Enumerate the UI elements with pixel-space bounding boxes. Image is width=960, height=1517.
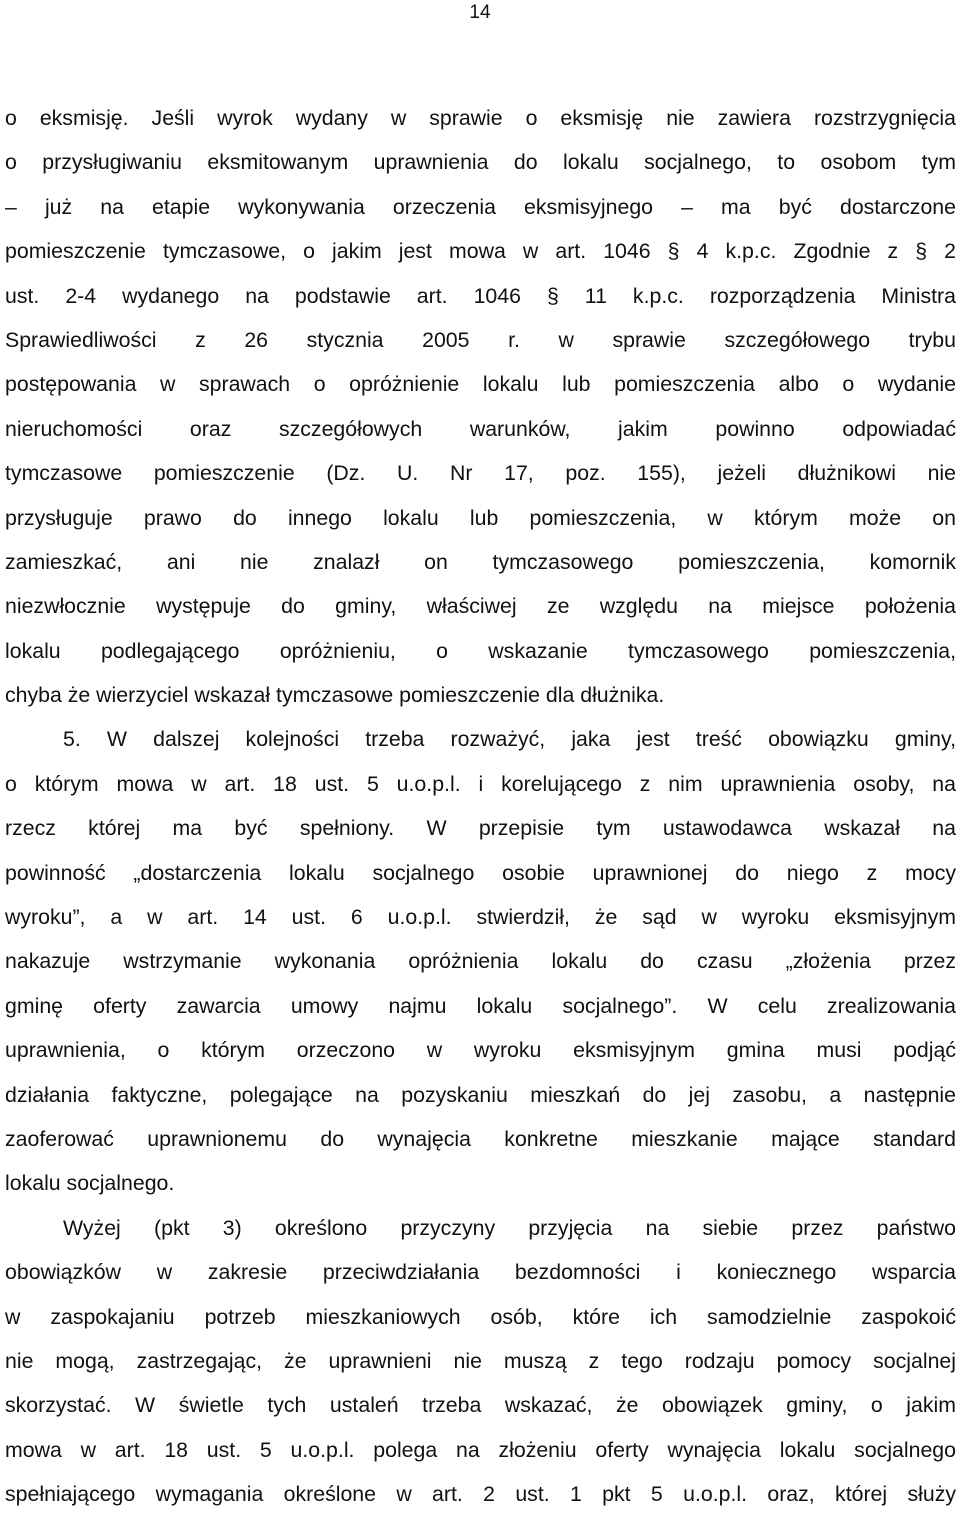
text-line: nie mogą, zastrzegając, że uprawnieni nie muszą z tego rodzaju pomocy socjalnej [5, 1348, 956, 1373]
text-line: o eksmisję. Jeśli wyrok wydany w sprawie o eksmisję nie zawiera rozstrzygnięcia [5, 106, 956, 130]
text-line: Sprawiedliwości z 26 stycznia 2005 r. w sprawie szczegółowego trybu [5, 327, 956, 352]
text-line: przysługuje prawo do innego lokalu lub pomieszczenia, w którym może on [5, 505, 956, 530]
text-line: w zaspokajaniu potrzeb mieszkaniowych osób, które ich samodzielnie zaspokoić [5, 1304, 956, 1329]
text-line: pomieszczenie tymczasowe, o jakim jest mowa w art. 1046 § 4 k.p.c. Zgodnie z § 2 [5, 239, 956, 264]
text-line: Wyżej (pkt 3) określono przyczyny przyjęcia na siebie przez państwo [63, 1215, 956, 1240]
text-line: zaoferować uprawnionemu do wynajęcia konkretne mieszkanie mające standard [5, 1126, 956, 1151]
text-line: – już na etapie wykonywania orzeczenia eksmisyjnego – ma być dostarczone [5, 194, 956, 219]
text-line: o przysługiwaniu eksmitowanym uprawnienia do lokalu socjalnego, to osobom tym [5, 150, 956, 175]
text-line: obowiązków w zakresie przeciwdziałania bezdomności i koniecznego wsparcia [5, 1260, 956, 1285]
text-line: tymczasowe pomieszczenie (Dz. U. Nr 17, poz. 155), jeżeli dłużnikowi nie [5, 461, 956, 486]
text-line: niezwłocznie występuje do gminy, właściwej ze względu na miejsce położenia [5, 594, 956, 619]
text-line: nakazuje wstrzymanie wykonania opróżnienia lokalu do czasu „złożenia przez [5, 949, 956, 974]
text-line: gminę oferty zawarcia umowy najmu lokalu socjalnego”. W celu zrealizowania [5, 993, 956, 1018]
text-line: zamieszkać, ani nie znalazł on tymczasowego pomieszczenia, komornik [5, 549, 956, 574]
text-line: postępowania w sprawach o opróżnienie lokalu lub pomieszczenia albo o wydanie [5, 372, 956, 397]
text-line: skorzystać. W świetle tych ustaleń trzeba wskazać, że obowiązek gminy, o jakim [5, 1393, 956, 1418]
text-line: powinność „dostarczenia lokalu socjalnego osobie uprawnionej do niego z mocy [5, 860, 956, 885]
text-line: chyba że wierzyciel wskazał tymczasowe pomieszczenie dla dłużnika. [5, 683, 665, 708]
text-line: spełniającego wymagania określone w art. 2 ust. 1 pkt 5 u.o.p.l. oraz, której służy [5, 1482, 956, 1507]
text-line: o którym mowa w art. 18 ust. 5 u.o.p.l. i korelującego z nim uprawnienia osoby, na [5, 771, 956, 796]
text-line: lokalu podlegającego opróżnieniu, o wskazanie tymczasowego pomieszczenia, [5, 638, 956, 663]
text-line: działania faktyczne, polegające na pozyskaniu mieszkań do jej zasobu, a następnie [5, 1082, 956, 1107]
text-line: nieruchomości oraz szczegółowych warunków, jakim powinno odpowiadać [5, 416, 956, 441]
page-number: 14 [469, 2, 491, 23]
text-line: mowa w art. 18 ust. 5 u.o.p.l. polega na złożeniu oferty wynajęcia lokalu socjalnego [5, 1437, 956, 1462]
text-line: wyroku”, a w art. 14 ust. 6 u.o.p.l. stwierdził, że sąd w wyroku eksmisyjnym [5, 905, 956, 930]
text-line: ust. 2-4 wydanego na podstawie art. 1046 § 11 k.p.c. rozporządzenia Ministra [5, 283, 956, 308]
text-line: lokalu socjalnego. [5, 1171, 175, 1196]
document-body [5, 96, 956, 1517]
text-line: 5. W dalszej kolejności trzeba rozważyć, jaka jest treść obowiązku gminy, [63, 727, 956, 752]
text-line: uprawnienia, o którym orzeczono w wyroku eksmisyjnym gmina musi podjąć [5, 1038, 956, 1063]
text-line: rzecz której ma być spełniony. W przepisie tym ustawodawca wskazał na [5, 816, 956, 841]
